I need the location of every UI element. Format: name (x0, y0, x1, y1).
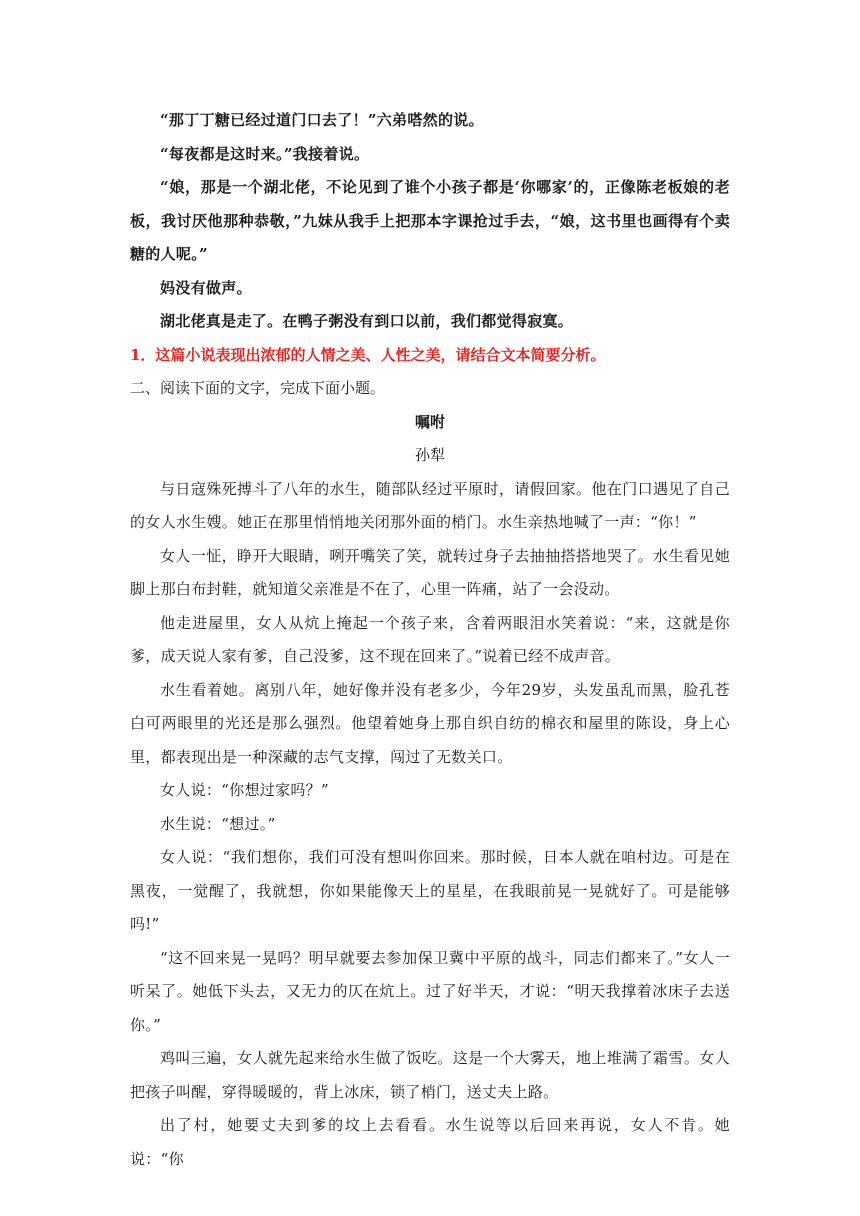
paragraph: “这不回来晃一晃吗？明早就要去参加保卫冀中平原的战斗，同志们都来了。”女人一听呆了。她低下头去，又无力的仄在炕上。过了好半天，才说：“明天我撑着冰床子去送你。” (130, 948, 730, 1034)
paragraph: “那丁丁糖已经过道门口去了！”六弟嗒然的说。 (160, 111, 484, 129)
paragraph: 他走进屋里，女人从炕上掩起一个孩子来，含着两眼泪水笑着说：“来，这就是你爹，成天说人家有爹，自己没爹，这不现在回来了。”说着已经不成声音。 (130, 613, 730, 665)
paragraph: 出了村，她要丈夫到爹的坟上去看看。水生说等以后回来再说，女人不肯。她说：“你 (130, 1116, 730, 1168)
paragraph: “娘，那是一个湖北佬，不论见到了谁个小孩子都是‘你哪家’的，正像陈老板娘的老板，我讨厌他那种恭敬，”九妹从我手上把那本字课抢过手去，“娘，这书里也画得有个卖糖的人呢。” (130, 178, 730, 263)
paragraph: 女人说：“你想过家吗？” (160, 781, 329, 799)
paragraph: 水生看着她。离别八年，她好像并没有老多少，今年29岁，头发虽乱而黑，脸孔苍白可两眼里的光还是那么强烈。他望着她身上那自织自纺的棉衣和屋里的陈设，身上心里，都表现出是一种深藏的志气支撑，闯过了无数关口。 (130, 680, 730, 766)
paragraph: “每夜都是这时来。”我接着说。 (160, 144, 370, 163)
paragraph: 湖北佬真是走了。在鸭子粥没有到口以前，我们都觉得寂寞。 (160, 312, 574, 330)
paragraph: 与日寇殊死搏斗了八年的水生，随部队经过平原时，请假回家。他在门口遇见了自己的女人水生嫂。她正在那里悄悄地关闭那外面的梢门。水生亲热地喊了一声：“你！” (130, 479, 730, 531)
paragraph: 女人说：“我们想你，我们可没有想叫你回来。那时候，日本人就在咱村边。可是在黑夜，一觉醒了，我就想，你如果能像天上的星星，在我眼前晃一晃就好了。可是能够吗!” (130, 848, 730, 933)
paragraph: 鸡叫三遍，女人就先起来给水生做了饭吃。这是一个大雾天，地上堆满了霜雪。女人把孩子叫醒，穿得暖暖的，背上冰床，锁了梢门，送丈夫上路。 (130, 1049, 730, 1101)
question-1: 1．这篇小说表现出浓郁的人情之美、人性之美，请结合文本简要分析。 (130, 345, 606, 364)
story-author: 孙犁 (414, 446, 445, 464)
paragraph: 女人一怔，睁开大眼睛，咧开嘴笑了笑，就转过身子去抽抽搭搭地哭了。水生看见她脚上那白布封鞋，就知道父亲准是不在了，心里一阵痛，站了一会没动。 (130, 546, 730, 598)
paragraph: 妈没有做声。 (160, 278, 252, 297)
paragraph: 水生说：“想过。” (160, 814, 276, 833)
section-heading: 二、阅读下面的文字，完成下面小题。 (130, 379, 386, 397)
document-page (130, 104, 730, 1176)
story-title: 嘱咐 (414, 412, 445, 431)
